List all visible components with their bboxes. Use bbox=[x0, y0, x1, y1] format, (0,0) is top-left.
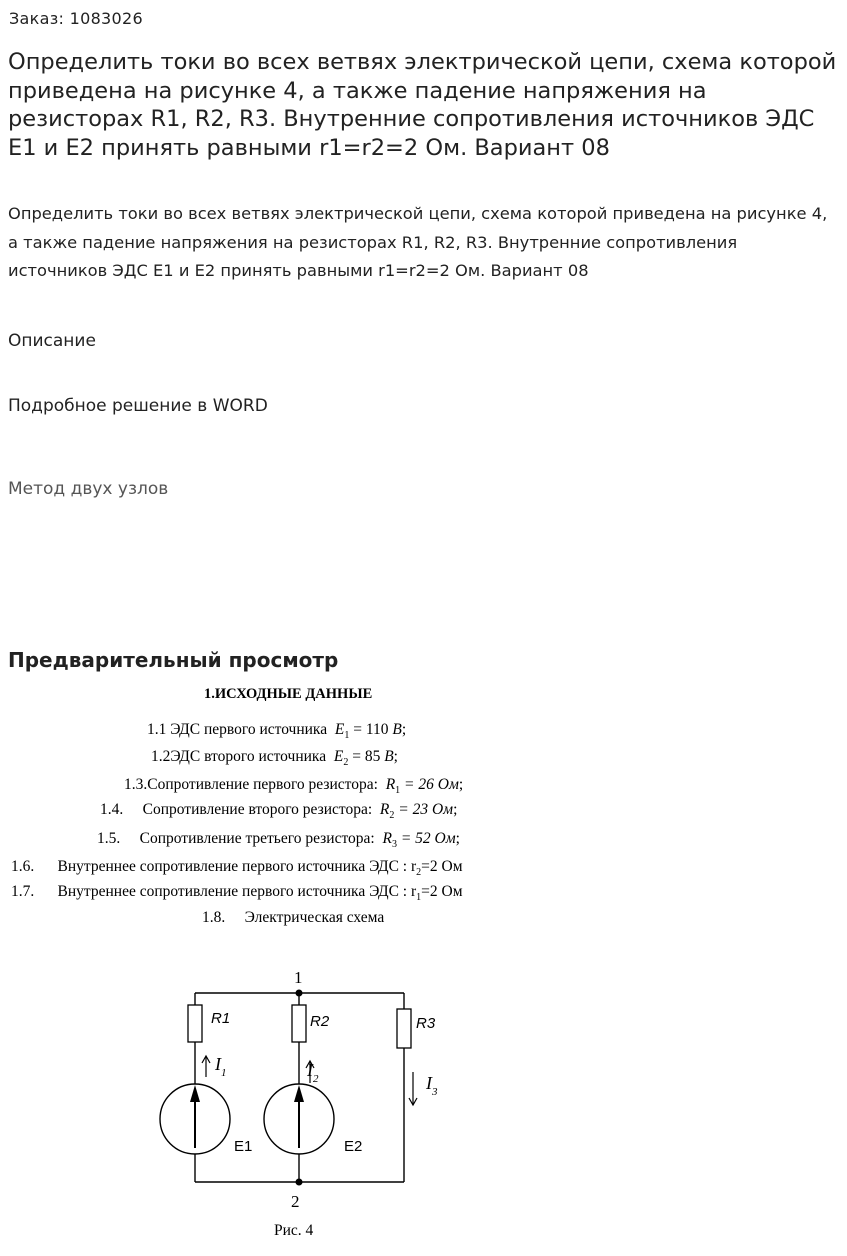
label-i3: $I_3$ bbox=[426, 1073, 438, 1098]
label-i2: $I_2$ bbox=[307, 1060, 319, 1085]
solution-info: Подробное решение в WORD bbox=[8, 396, 268, 416]
doc-item-1: 1.1 ЭДС первого источника $E_1 = 110$ В; bbox=[147, 721, 407, 742]
label-r2: R2 bbox=[310, 1013, 330, 1030]
doc-item-3: 1.3.Сопротивление первого резистора: $R_1 = 26$ Ом; bbox=[124, 776, 464, 797]
order-number: Заказ: 1083026 bbox=[9, 9, 143, 28]
description-label: Описание bbox=[8, 331, 96, 351]
resistor-r3 bbox=[397, 1009, 411, 1048]
resistor-r2 bbox=[292, 1005, 306, 1042]
doc-item-5: 1.5. Сопротивление третьего резистора: $R_3 = 52$ Ом; bbox=[97, 830, 460, 851]
task-description: Определить токи во всех ветвях электрической цепи, схема которой приведена на рисунке 4, а также падение напряжения на резисторах R1, R2, R3. Внутренние сопротивления источников ЭДС Е1 и Е2 принять равными r1=r2=2 Ом. Вариант 08 bbox=[8, 204, 828, 281]
doc-item-6: 1.6. Внутреннее сопротивление первого источника ЭДС : $r_2=2$ Ом bbox=[11, 858, 463, 879]
label-e2: E2 bbox=[344, 1138, 363, 1155]
label-r1: R1 bbox=[211, 1010, 231, 1027]
doc-item-7: 1.7. Внутреннее сопротивление первого источника ЭДС : $r_1=2$ Ом bbox=[11, 883, 463, 904]
circuit-diagram bbox=[150, 965, 470, 1215]
doc-title: 1.ИСХОДНЫЕ ДАННЫЕ bbox=[204, 686, 373, 702]
label-r3: R3 bbox=[416, 1015, 436, 1032]
node-label-2: 2 bbox=[291, 1192, 300, 1211]
node-dot-2 bbox=[296, 1179, 303, 1186]
resistor-r1 bbox=[188, 1005, 202, 1042]
node-dot-1 bbox=[296, 990, 303, 997]
doc-item-4: 1.4. Сопротивление второго резистора: $R_2 = 23$ Ом; bbox=[100, 801, 458, 822]
doc-item-2: 1.2ЭДС второго источника $E_2 = 85$ В; bbox=[151, 748, 398, 769]
label-i1: $I_1$ bbox=[215, 1054, 227, 1079]
method-tag[interactable]: Метод двух узлов bbox=[8, 479, 169, 499]
label-e1: E1 bbox=[234, 1138, 253, 1155]
page-title: Определить токи во всех ветвях электрической цепи, схема которой приведена на рисунке 4, а также падение напряжения на резисторах R1, R2, R3. Внутренние сопротивления источников ЭДС Е1 и Е2 принять равными r1=r2=2 Ом. Вариант 08 bbox=[8, 49, 837, 161]
node-label-1: 1 bbox=[294, 968, 303, 987]
figure-caption: Рис. 4 bbox=[274, 1222, 314, 1239]
doc-item-8: 1.8. Электрическая схема bbox=[202, 909, 385, 926]
preview-heading: Предварительный просмотр bbox=[8, 648, 339, 672]
